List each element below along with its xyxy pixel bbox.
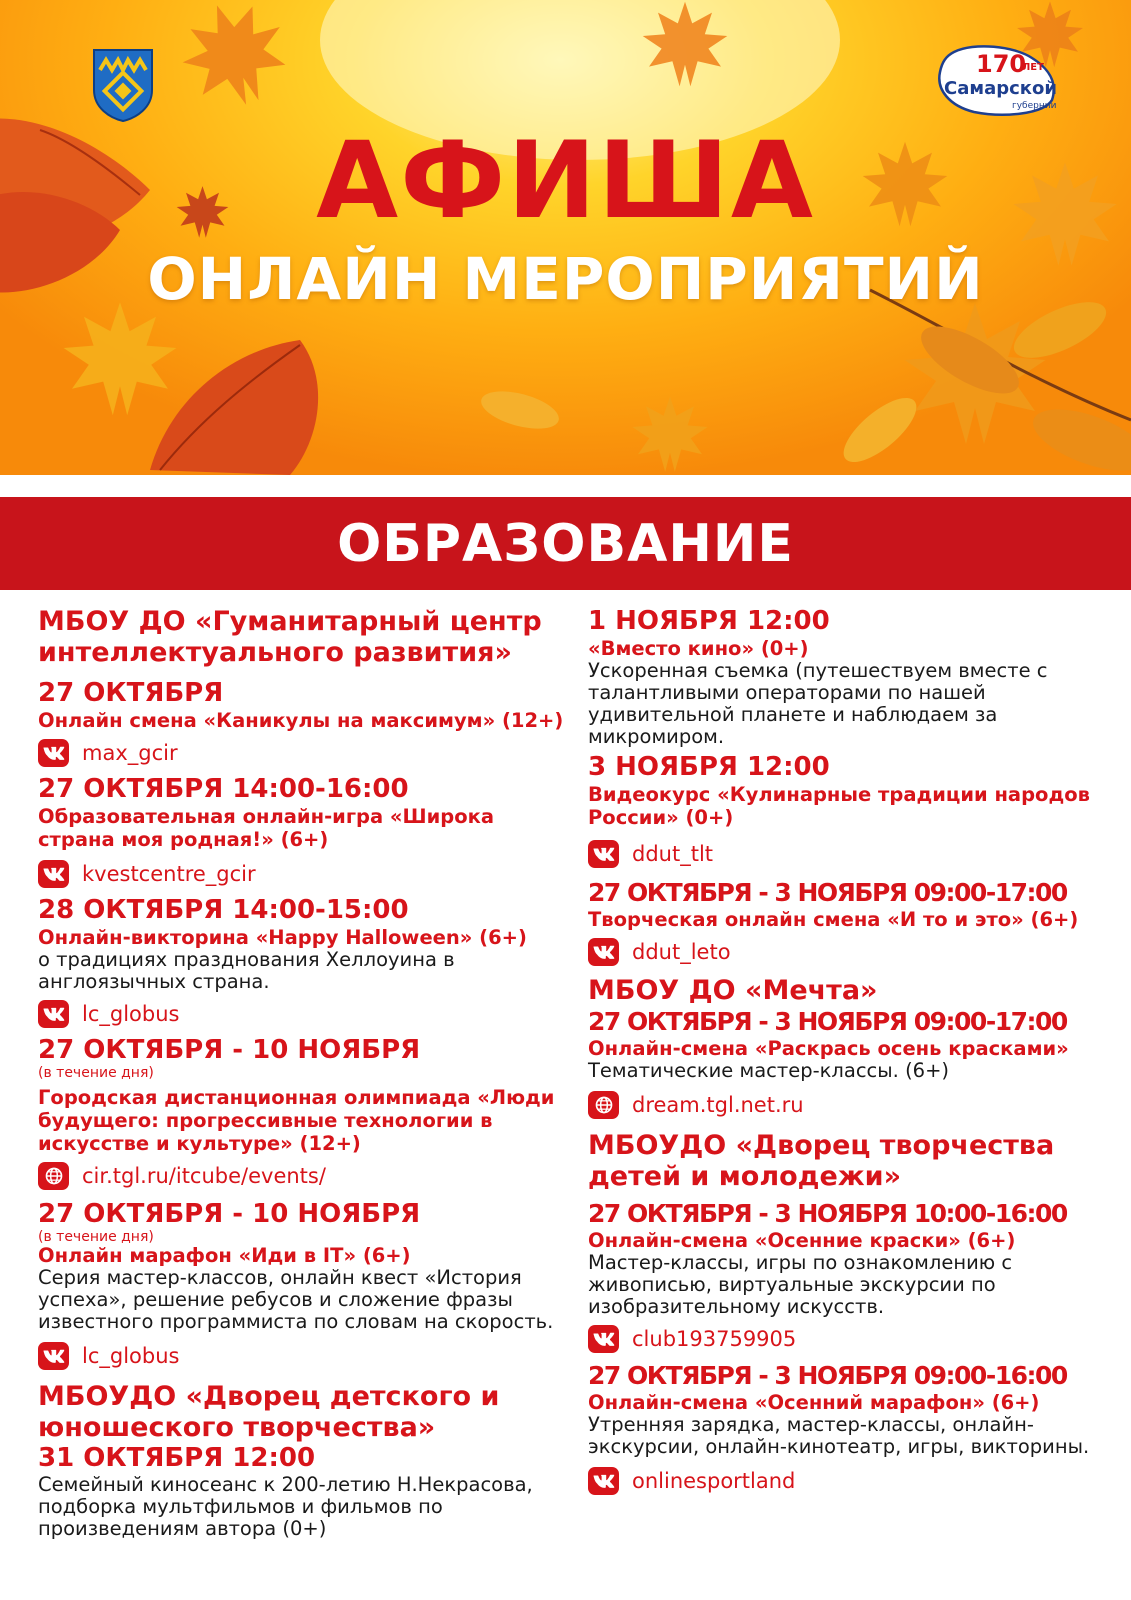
poster-subtitle: ОНЛАЙН МЕРОПРИЯТИЙ: [147, 245, 984, 313]
vk-icon: [38, 1342, 69, 1370]
event-link-text[interactable]: lc_globus: [82, 1344, 180, 1368]
event-link-text[interactable]: club193759905: [632, 1327, 797, 1351]
vk-icon: [38, 860, 69, 888]
vk-icon: [38, 739, 69, 767]
event-link[interactable]: [588, 1464, 1113, 1498]
event-description: Семейный киносеанс к 200-летию Н.Некрасова, подборка мультфильмов и фильмов по произведениям автора (0+): [38, 1473, 533, 1540]
event-date: 27 ОКТЯБРЯ - 10 НОЯБРЯ: [38, 1199, 421, 1229]
event-description: Мастер-классы, игры по ознакомлению с живописью, виртуальные экскурсии по изобразительному искусств.: [588, 1251, 1013, 1318]
globe-icon: [588, 1091, 619, 1119]
event-date: 27 ОКТЯБРЯ 14:00-16:00: [38, 774, 409, 804]
event-title: Онлайн смена «Каникулы на максимум» (12+): [38, 709, 564, 732]
event-title: Онлайн-смена «Осенние краски» (6+): [588, 1229, 1016, 1252]
vk-icon: [588, 1325, 619, 1353]
event-link-text[interactable]: lc_globus: [82, 1002, 180, 1026]
section-band: [0, 497, 1131, 590]
org-heading: МБОУ ДО «Гуманитарный центр интеллектуального развития»: [38, 606, 542, 668]
tolyatti-coat-of-arms-icon: [92, 48, 154, 122]
vk-icon: [588, 938, 619, 966]
anniv-unit: ЛЕТ: [1022, 62, 1044, 73]
event-link-text[interactable]: kvestcentre_gcir: [82, 862, 256, 886]
event-title: Видеокурс «Кулинарные традиции народов России» (0+): [588, 783, 1090, 829]
samara-170-years-logo: [934, 42, 1062, 118]
event-title: Творческая онлайн смена «И то и это» (6+): [588, 908, 1079, 931]
event-link[interactable]: [38, 1339, 573, 1373]
event-date: 27 ОКТЯБРЯ - 3 НОЯБРЯ 09:00-17:00: [588, 1007, 1067, 1036]
event-date: 31 ОКТЯБРЯ 12:00: [38, 1443, 316, 1473]
org-heading: МБОУДО «Дворец детского и юношеского творчества»: [38, 1381, 500, 1443]
org-heading: МБОУ ДО «Мечта»: [588, 975, 878, 1006]
event-date: 27 ОКТЯБРЯ: [38, 678, 224, 708]
event-note: (в течение дня): [38, 1229, 154, 1245]
header-banner: [0, 0, 1131, 475]
event-date: 28 ОКТЯБРЯ 14:00-15:00: [38, 895, 409, 925]
event-link-text[interactable]: ddut_tlt: [632, 842, 714, 866]
event-link-text[interactable]: ddut_leto: [632, 940, 731, 964]
event-note: (в течение дня): [38, 1065, 154, 1081]
poster-title: АФИША: [316, 119, 815, 242]
event-link[interactable]: [588, 1088, 1113, 1122]
event-link[interactable]: [38, 997, 573, 1031]
event-link-text[interactable]: dream.tgl.net.ru: [632, 1093, 804, 1117]
event-title: Онлайн марафон «Иди в IT» (6+): [38, 1244, 411, 1267]
event-link[interactable]: [588, 1322, 1113, 1356]
event-link[interactable]: [588, 935, 1113, 969]
vk-icon: [588, 840, 619, 868]
event-description: о традициях празднования Хеллоуина в англоязычных страна.: [38, 948, 455, 993]
event-link[interactable]: [588, 837, 1113, 871]
event-link[interactable]: [38, 1159, 573, 1193]
event-title: «Вместо кино» (0+): [588, 637, 809, 660]
event-date: 27 ОКТЯБРЯ - 3 НОЯБРЯ 09:00-16:00: [588, 1361, 1067, 1390]
event-title: Городская дистанционная олимпиада «Люди будущего: прогрессивные технологии в искусстве и культуре» (12+): [38, 1086, 555, 1155]
event-date: 1 НОЯБРЯ 12:00: [588, 606, 830, 636]
anniv-line1: Самарской: [944, 78, 1057, 99]
event-title: Онлайн-смена «Раскрась осень красками»: [588, 1037, 1069, 1060]
event-link-text[interactable]: onlinesportland: [632, 1469, 796, 1493]
anniv-line2: губернии: [1012, 101, 1057, 111]
event-description: Тематические мастер-классы. (6+): [588, 1059, 950, 1082]
event-date: 27 ОКТЯБРЯ - 3 НОЯБРЯ 10:00-16:00: [588, 1199, 1067, 1228]
event-title: Онлайн-викторина «Happy Halloween» (6+): [38, 926, 527, 949]
event-link[interactable]: [38, 857, 573, 891]
vk-icon: [588, 1467, 619, 1495]
right-column: [588, 606, 1113, 1498]
event-description: Утренняя зарядка, мастер-классы, онлайн-экскурсии, онлайн-кинотеатр, игры, викторины.: [588, 1413, 1090, 1458]
event-date: 3 НОЯБРЯ 12:00: [588, 752, 830, 782]
event-title: Онлайн-смена «Осенний марафон» (6+): [588, 1391, 1040, 1414]
org-heading: МБОУДО «Дворец творчества детей и молодежи»: [588, 1130, 1055, 1192]
event-title: Образовательная онлайн-игра «Широка страна моя родная!» (6+): [38, 805, 495, 851]
globe-icon: [38, 1162, 69, 1190]
anniv-number: 170: [976, 50, 1027, 78]
event-link[interactable]: [38, 736, 573, 770]
event-link-text[interactable]: cir.tgl.ru/itcube/events/: [82, 1164, 326, 1188]
vk-icon: [38, 1000, 69, 1028]
section-title: ОБРАЗОВАНИЕ: [337, 513, 794, 574]
event-date: 27 ОКТЯБРЯ - 3 НОЯБРЯ 09:00-17:00: [588, 878, 1067, 907]
event-description: Серия мастер-классов, онлайн квест «История успеха», решение ребусов и сложение фразы известного программиста по словам на скорость.: [38, 1266, 554, 1333]
left-column: [38, 606, 573, 1540]
event-description: Ускоренная съемка (путешествуем вместе с талантливыми операторами по нашей удивительной планете и наблюдаем за микромиром.: [588, 659, 1048, 748]
event-link-text[interactable]: max_gcir: [82, 741, 178, 765]
event-date: 27 ОКТЯБРЯ - 10 НОЯБРЯ: [38, 1035, 421, 1065]
